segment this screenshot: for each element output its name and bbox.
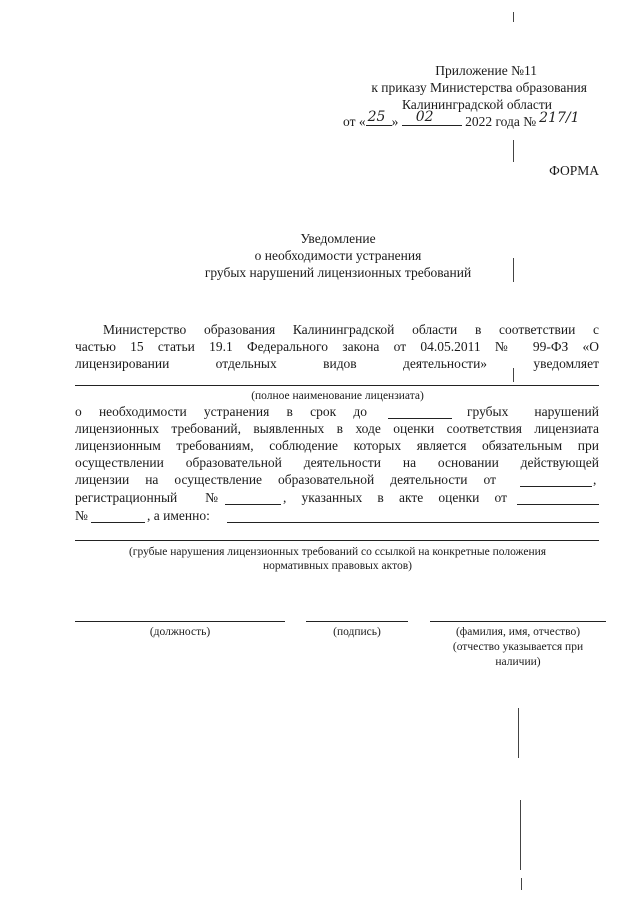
body-line-registration: регистрационный № , указанных в акте оценки от [75, 490, 599, 506]
sign-signature-line [306, 621, 408, 622]
appendix-title: Приложение №11 [435, 63, 537, 78]
position-caption: (должность) [149, 626, 211, 638]
full-name-caption: (фамилия, имя, отчество) [455, 626, 581, 638]
scan-mark [521, 878, 522, 890]
order-number-handwritten: 217/1 [539, 110, 580, 126]
registration-number-field [225, 492, 281, 505]
body-line: лицензионным требованиям, соблюдение которых является обязательным при [75, 438, 599, 453]
name-signature-line [430, 621, 606, 622]
act-number-field [91, 510, 145, 523]
violations-caption-2: нормативных правовых актов) [263, 560, 412, 572]
violations-field-2 [75, 540, 599, 541]
date-day-field [366, 109, 392, 126]
license-date-field [520, 474, 592, 487]
body-line-act-number: № , а именно: [75, 508, 599, 524]
date-month-handwritten: 02 [415, 109, 434, 125]
date-mid: » [391, 114, 399, 129]
scan-mark [520, 800, 521, 870]
body-line-deadline: о необходимости устранения в срок до грубых нарушений [75, 404, 599, 419]
body-line: частью 15 статьи 19.1 Федерального закона от 04.05.2011 № 99-ФЗ «О [75, 339, 599, 354]
order-number-field [536, 110, 582, 126]
date-month-field [402, 109, 462, 126]
patronymic-note-2: наличии) [495, 656, 541, 668]
body-line: Министерство образования Калининградской области в соответствии с [103, 322, 599, 337]
body-line: осуществлении образовательной деятельности на основании действующей [75, 455, 599, 470]
body-line-license-date: лицензии на осуществление образовательной деятельности от , [75, 472, 597, 487]
scan-mark [518, 708, 519, 758]
act-date-field [517, 492, 599, 505]
scan-mark [513, 140, 514, 162]
date-day-handwritten: 25 [367, 109, 386, 125]
notice-subtitle-1: о необходимости устранения [254, 248, 422, 263]
deadline-field [388, 406, 452, 419]
violations-caption-1: (грубые нарушения лицензионных требований со ссылкой на конкретные положения [128, 546, 547, 558]
violations-field-1 [227, 510, 599, 523]
patronymic-note-1: (отчество указывается при [452, 641, 584, 653]
scan-mark [513, 12, 514, 22]
form-label: ФОРМА [549, 163, 599, 178]
licensee-caption: (полное наименование лицензиата) [251, 390, 424, 402]
date-year: 2022 года № [465, 114, 537, 129]
position-signature-line [75, 621, 285, 622]
appendix-region: Калининградской области [401, 97, 552, 112]
date-prefix: от « [343, 114, 366, 129]
licensee-name-field [75, 385, 599, 386]
notice-subtitle-2: грубых нарушений лицензионных требований [204, 265, 472, 280]
appendix-date-line [343, 109, 582, 130]
sign-caption: (подпись) [333, 626, 381, 638]
appendix-order-ref: к приказу Министерства образования [371, 80, 587, 95]
notice-title: Уведомление [300, 231, 376, 246]
body-line: лицензионных требований, выявленных в ходе оценки соответствия лицензиата [75, 421, 599, 436]
body-line: лицензировании отдельных видов деятельности» уведомляет [75, 356, 599, 371]
